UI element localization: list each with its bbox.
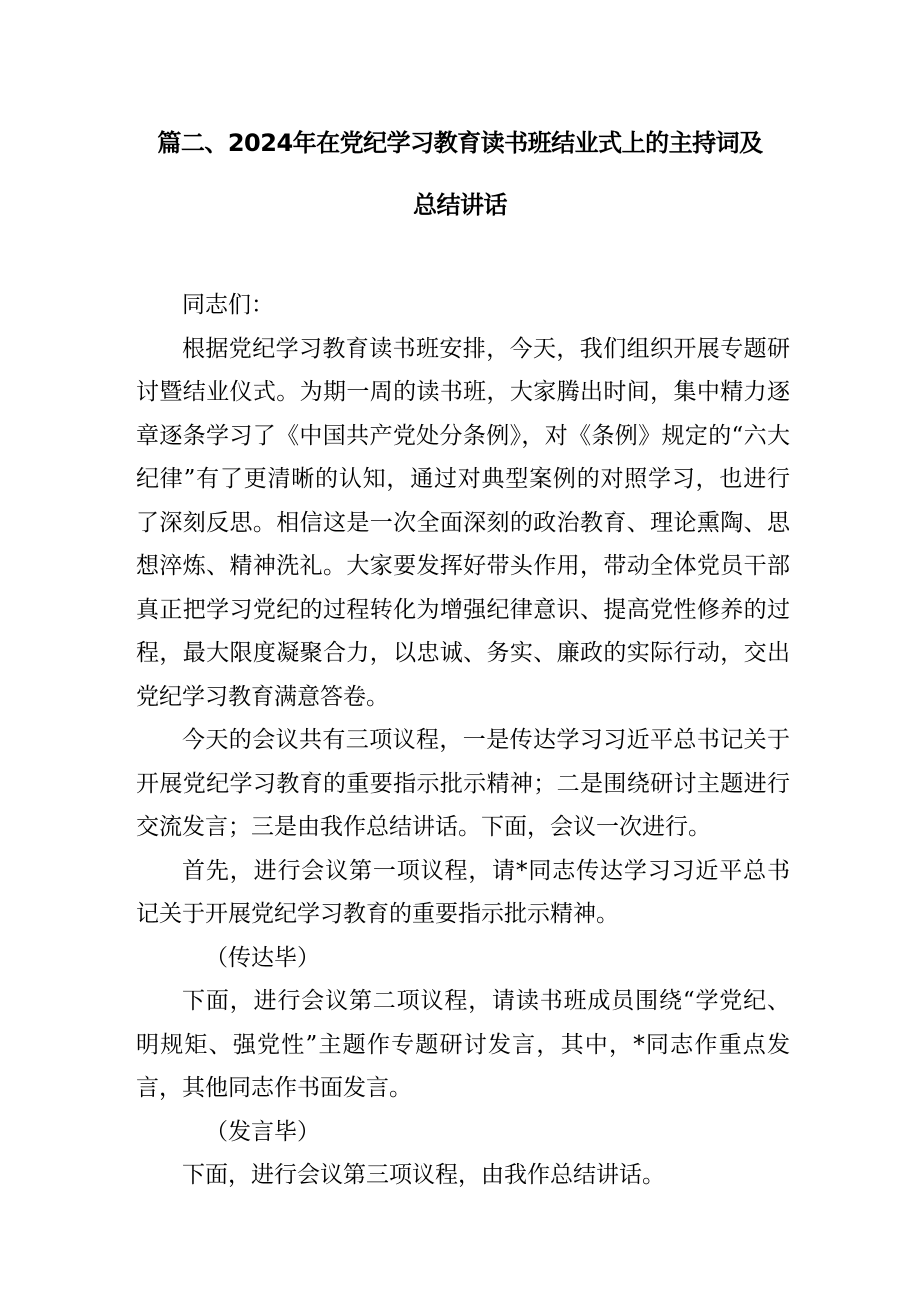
note-relay-done: （传达毕） — [205, 944, 320, 971]
paragraph-opening: 根据党纪学习教育读书班安排，今天，我们组织开展专题研讨暨结业仪式。为期一周的读书班，大家腾出时间，集中精力逐章逐条学习了《中国共产党处分条例》，对《条例》规定的“六大纪律”有了更清晰的认知，通过对典型案例的对照学习，也进行了深刻反思。相信这是一次全面深刻的政治教育、理论熏陶、思想淬炼、精神洗礼。大家要发挥好带头作用，带动全体党员干部真正把学习党纪的过程转化为增强纪律意识、提高党性修养的过程，最大限度凝聚合力，以忠诚、务实、廉政的实际行动，交出党纪学习教育满意答卷。 — [136, 335, 790, 710]
document-title-line-2: 总结讲话 — [413, 191, 507, 219]
paragraph-item-three: 下面，进行会议第三项议程，由我作总结讲话。 — [182, 1162, 665, 1188]
paragraph-item-one: 首先，进行会议第一项议程，请*同志传达学习习近平总书记关于开展党纪学习教育的重要指示批示精神。 — [136, 857, 790, 927]
salutation: 同志们： — [182, 292, 274, 318]
paragraph-item-two: 下面，进行会议第二项议程，请读书班成员围绕“学党纪、明规矩、强党性”主题作专题研讨发言，其中，*同志作重点发言，其他同志作书面发言。 — [136, 988, 790, 1101]
note-speech-done: （发言毕） — [205, 1118, 320, 1145]
document-body — [136, 284, 790, 1198]
paragraph-agenda: 今天的会议共有三项议程，一是传达学习习近平总书记关于开展党纪学习教育的重要指示批示精神；二是围绕研讨主题进行交流发言；三是由我作总结讲话。下面，会议一次进行。 — [136, 727, 790, 840]
document-title-line-1: 篇二、2024年在党纪学习教育读书班结业式上的主持词及 — [157, 129, 763, 157]
